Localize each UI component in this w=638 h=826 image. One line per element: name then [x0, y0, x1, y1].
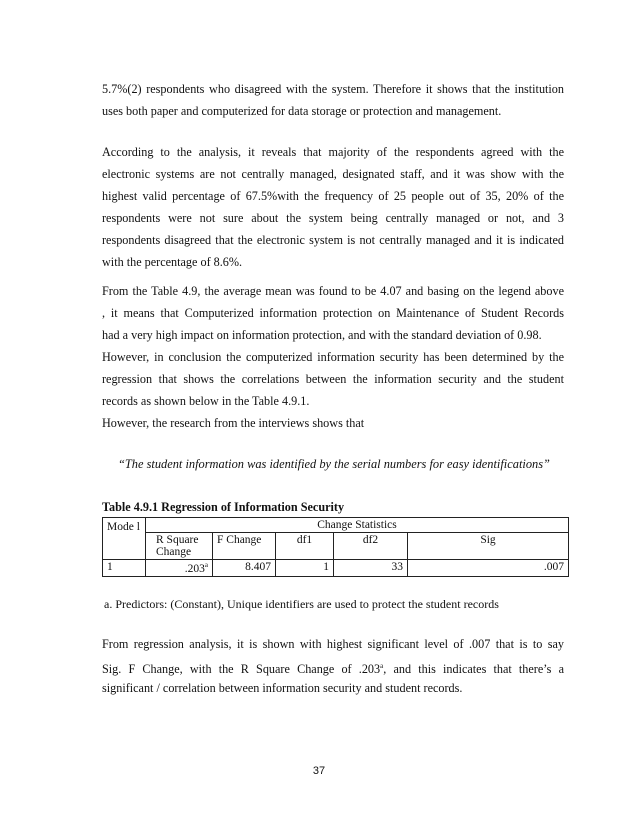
table-note: a. Predictors: (Constant), Unique identifiers are used to protect the student records	[104, 597, 499, 611]
text-line	[102, 655, 564, 677]
text-line: significant / correlation between information security and student records.	[102, 681, 463, 695]
text-line: From regression analysis, it is shown with highest significant level of .007 that is to say	[102, 637, 564, 651]
text-line: respondents were not sure about the system being centrally managed or not, and 3	[102, 211, 564, 225]
df2-header: df2	[334, 533, 408, 560]
text-line: , it means that Computerized information protection on Maintenance of Student Records	[102, 306, 564, 320]
text-line: From the Table 4.9, the average mean was found to be 4.07 and basing on the legend above	[102, 284, 564, 298]
text-line: respondents disagreed that the electronic system is not centrally managed and it is indicated	[102, 233, 564, 247]
text-segment: , and this indicates that there’s a	[383, 662, 564, 677]
f-change-header: F Change	[213, 533, 276, 560]
table-subheader-row	[103, 533, 569, 560]
text-line: 5.7%(2) respondents who disagreed with the system. Therefore it shows that the institution	[102, 82, 564, 96]
f-change-cell: 8.407	[213, 560, 276, 577]
text-line: records as shown below in the Table 4.9.1.	[102, 394, 310, 408]
r-square-change-value: .203	[184, 562, 205, 575]
text-line: However, the research from the interviews shows that	[102, 416, 365, 430]
table-header-row	[103, 518, 569, 533]
change-statistics-header: Change Statistics	[146, 518, 569, 533]
footnote-marker: a	[204, 561, 208, 569]
footnote-marker: a	[380, 662, 384, 670]
text-line: uses both paper and computerized for data storage or protection and management.	[102, 104, 502, 118]
text-line: with the percentage of 8.6%.	[102, 255, 243, 269]
text-line: highest valid percentage of 67.5%with the frequency of 25 people out of 35, 20% of the	[102, 189, 564, 203]
df1-cell: 1	[276, 560, 334, 577]
text-line: According to the analysis, it reveals that majority of the respondents agreed with the	[102, 145, 564, 159]
sig-cell: .007	[408, 560, 569, 577]
table-caption: Table 4.9.1 Regression of Information Security	[102, 500, 345, 514]
r-square-change-cell	[146, 560, 213, 577]
df1-header: df1	[276, 533, 334, 560]
table-row	[103, 560, 569, 577]
model-header: Mode l	[103, 518, 146, 560]
df2-cell: 33	[334, 560, 408, 577]
text-line: However, in conclusion the computerized information security has been determined by the	[102, 350, 564, 364]
page-number: 37	[312, 765, 326, 777]
r-square-change-header: R Square Change	[146, 533, 213, 560]
model-cell: 1	[103, 560, 146, 577]
sig-header: Sig	[408, 533, 569, 560]
text-line: electronic systems are not centrally managed, designated staff, and it was show with the	[102, 167, 564, 181]
text-line: had a very high impact on information protection, and with the standard deviation of 0.98.	[102, 328, 542, 342]
text-segment: Sig. F Change, with the R Square Change of .203	[102, 662, 381, 677]
regression-table	[102, 517, 569, 577]
interview-quote: “The student information was identified by the serial numbers for easy identifications”	[118, 457, 550, 471]
text-line: regression that shows the correlations between the information security and the student	[102, 372, 564, 386]
